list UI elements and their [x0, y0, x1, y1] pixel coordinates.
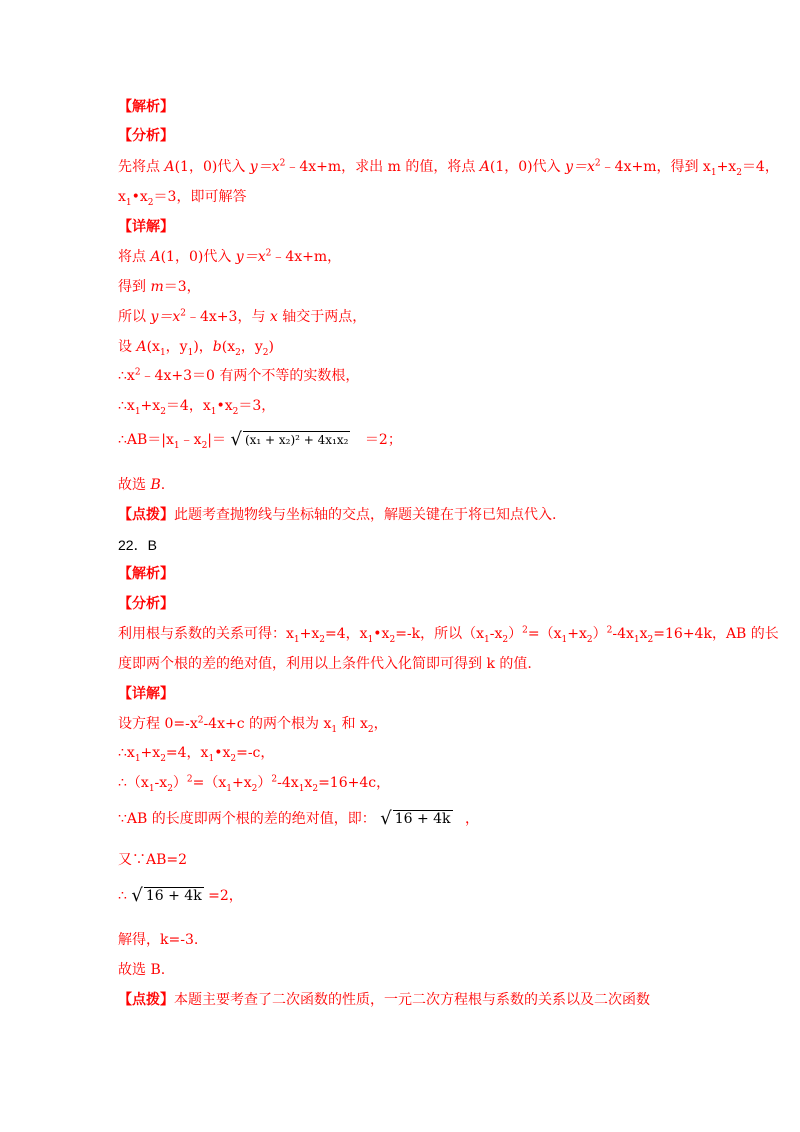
- jiexi-heading-22: 【解析】: [118, 566, 174, 582]
- detail-line-5: $\therefore x^2﹣4x+3=0$ 有两个不等的实数根，: [118, 367, 360, 384]
- radical-sign-icon: √: [230, 429, 242, 450]
- detail-line-7: $\therefore AB=|x_1﹣x_2|=$ √ (x₁ + x₂)² + 4x₁x₂ ＝2；: [118, 429, 402, 451]
- detail-line-1: 将点 A(1，0)代入 $y=x^2﹣4x+m$，: [118, 248, 342, 265]
- xiangjie-heading-22: 【详解】: [118, 686, 174, 702]
- fenxi-heading: 【分析】: [118, 128, 174, 144]
- sqrt-expression-22a: √ 16 + 4k: [380, 808, 451, 829]
- detail-line-8-22: 故选 B.: [118, 962, 166, 978]
- fenxi-heading-22: 【分析】: [118, 596, 174, 612]
- detail-line-1-22: 设方程 $0=-x^2-4x+c$ 的两个根为 $x_1$ 和 $x_2$，: [118, 715, 388, 735]
- detail-line-4-22: ∵AB 的长度即两个根的差的绝对值，即： √ 16 + 4k ，: [118, 808, 479, 829]
- detail-line-3: 所以 $y=x^2﹣4x+3$，与 x 轴交于两点，: [118, 308, 367, 325]
- radical-sign-icon: √: [380, 808, 392, 829]
- analysis-line-2-22: 度即两个根的差的绝对值，利用以上条件代入化简即可得到 k 的值.: [118, 656, 532, 672]
- analysis-line-1-22: 利用根与系数的关系可得：$x_1+x_2=4$，$x_1•x_2=-k$，所以$(x_1-x_2)^2=(x_1+x_2)^2-4x_1x_2=16+4k$，AB 的长: [118, 625, 779, 645]
- detail-line-2-22: $\therefore x_1+x_2=4$，$x_1•x_2=-c$，: [118, 745, 275, 764]
- xiangjie-heading: 【详解】: [118, 219, 174, 235]
- detail-line-7-22: 解得，k=-3.: [118, 932, 199, 948]
- analysis-line-2: $x_1•x_2=3$，即可解答: [118, 189, 247, 208]
- detail-line-6: $\therefore x_1+x_2=4$，$x_1•x_2=3$，: [118, 398, 276, 417]
- detail-line-3-22: $\therefore(x_1-x_2)^2=(x_1+x_2)^2-4x_1x_2=16+4c$，: [118, 774, 391, 794]
- analysis-line-1: 先将点 A(1，0)代入 $y=x^2﹣4x+m$，求出 m 的值，将点 A(1，0)代入 $y=x^2﹣4x+m$，得到 $x_1+x_2=4$，: [118, 158, 779, 178]
- detail-line-4: 设 $A(x_1$，$y_1$)，$b(x_2$，$y_2$): [118, 339, 274, 358]
- sqrt-expression: √ (x₁ + x₂)² + 4x₁x₂: [230, 429, 349, 450]
- question-number: 22．B: [118, 537, 157, 553]
- dianbo-line: 【点拨】此题考查抛物线与坐标轴的交点，解题关键在于将已知点代入.: [118, 507, 557, 523]
- sqrt-expression-22b: √ 16 + 4k: [131, 885, 202, 906]
- detail-line-6-22: ∴ √ 16 + 4k =2，: [118, 885, 243, 906]
- detail-line-5-22: 又∵AB=2: [118, 852, 188, 868]
- radical-sign-icon: √: [131, 885, 143, 906]
- detail-line-2: 得到 m＝3，: [118, 279, 201, 295]
- dianbo-line-22: 【点拨】本题主要考查了二次函数的性质，一元二次方程根与系数的关系以及二次函数: [118, 992, 650, 1008]
- detail-line-8: 故选 B.: [118, 477, 166, 493]
- jiexi-heading: 【解析】: [118, 99, 174, 115]
